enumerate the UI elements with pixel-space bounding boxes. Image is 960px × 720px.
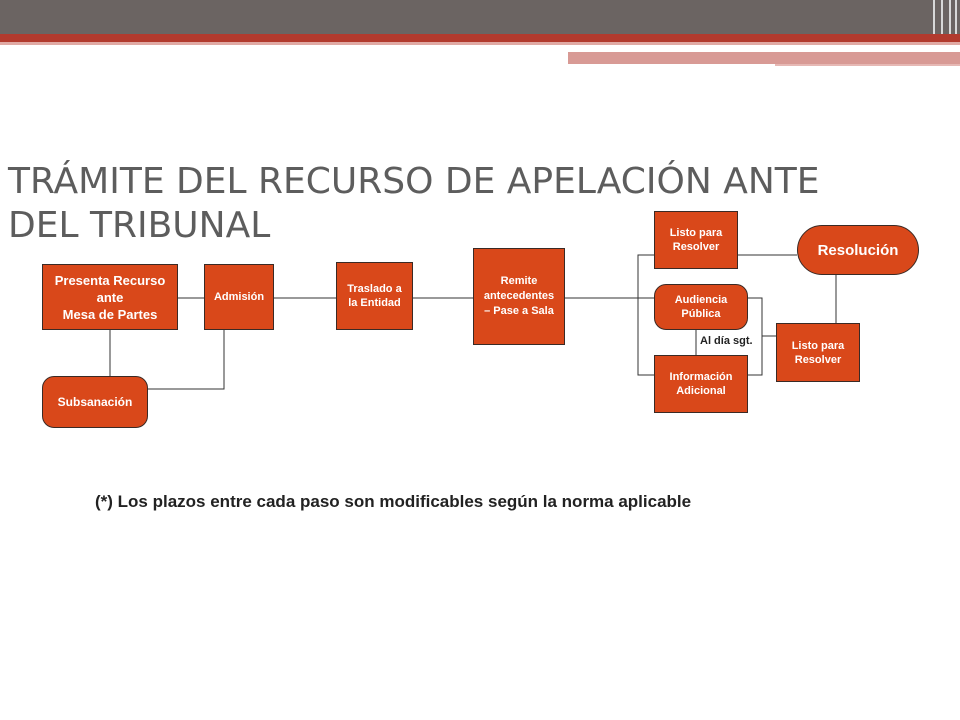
header-red-stripe: [0, 34, 960, 42]
footnote: (*) Los plazos entre cada paso son modificables según la norma aplicable: [95, 492, 692, 511]
header-pink-stripe: [0, 42, 960, 45]
node-audiencia-publica: Audiencia Pública: [654, 284, 748, 330]
node-resolucion: Resolución: [797, 225, 919, 275]
edge-subsanacion-admision: [148, 330, 224, 389]
node-traslado: Traslado a la Entidad: [336, 262, 413, 330]
page-title: TRÁMITE DEL RECURSO DE APELACIÓN ANTE DEL TRIBUNAL: [8, 161, 820, 246]
header-white-line: [568, 45, 888, 48]
node-admision: Admisión: [204, 264, 274, 330]
node-subsanacion: Subsanación: [42, 376, 148, 428]
edge-branch-vertical: [638, 255, 654, 375]
node-listo-para-resolver-2: Listo para Resolver: [776, 323, 860, 382]
node-presenta-recurso: Presenta Recurso ante Mesa de Partes: [42, 264, 178, 330]
header-pink-block: [568, 52, 960, 64]
header-pink-thin: [775, 64, 960, 66]
edge-label-al-dia-sgt: Al día sgt.: [700, 335, 753, 347]
node-remite: Remite antecedentes – Pase a Sala: [473, 248, 565, 345]
node-informacion-adicional: Información Adicional: [654, 355, 748, 413]
node-listo-para-resolver-1: Listo para Resolver: [654, 211, 738, 269]
